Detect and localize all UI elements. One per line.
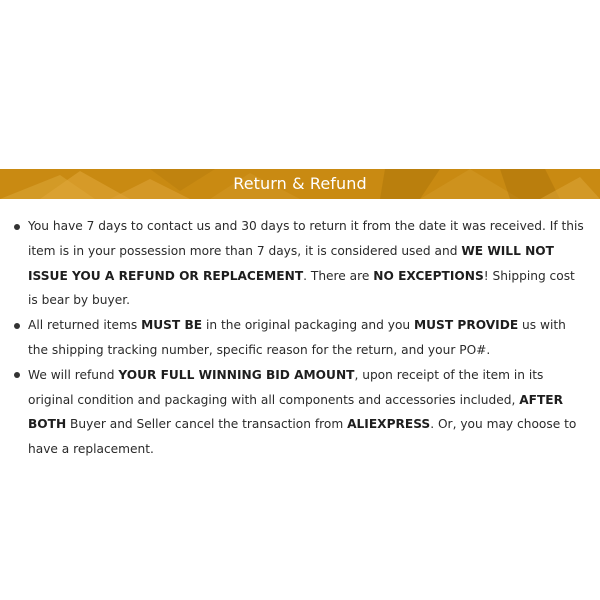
policy-emphasis: AFTER BOTH bbox=[28, 392, 564, 432]
policy-text: . Or, you may choose to have a replacement. bbox=[28, 417, 577, 457]
policy-emphasis: YOUR FULL WINNING BID AMOUNT bbox=[118, 367, 355, 382]
policy-text: ! Shipping cost is bear by buyer. bbox=[28, 268, 575, 308]
bullet-icon bbox=[14, 323, 20, 329]
policy-emphasis: MUST PROVIDE bbox=[414, 318, 519, 333]
policy-text: We will refund bbox=[28, 367, 119, 382]
policy-text: us with the shipping tracking number, specific reason for the return, and your PO#. bbox=[28, 318, 566, 357]
policy-text: Buyer and Seller cancel the transaction from bbox=[66, 417, 348, 432]
policy-text: in the original packaging and you bbox=[202, 318, 415, 333]
policy-emphasis: ALIEXPRESS bbox=[347, 417, 431, 432]
policy-emphasis: WE WILL NOT ISSUE YOU A REFUND OR REPLACEMENT bbox=[28, 243, 554, 283]
policy-item bbox=[0, 313, 600, 363]
policy-item bbox=[0, 363, 600, 462]
bullet-icon bbox=[14, 372, 20, 378]
policy-item bbox=[0, 214, 600, 313]
return-policy-list bbox=[0, 214, 600, 462]
policy-text: . There are bbox=[303, 268, 374, 283]
section-title: Return & Refund bbox=[233, 174, 367, 193]
policy-text: , upon receipt of the item in its original condition and packaging with all components and accessories included, bbox=[28, 367, 544, 407]
policy-text: All returned items bbox=[28, 318, 142, 333]
policy-emphasis: MUST BE bbox=[141, 318, 203, 333]
policy-emphasis: NO EXCEPTIONS bbox=[373, 268, 484, 283]
policy-text: You have 7 days to contact us and 30 days to return it from the date it was received. If this item is in your possession more than 7 days, it is considered used and bbox=[28, 219, 584, 258]
bullet-icon bbox=[14, 224, 20, 230]
section-banner bbox=[0, 169, 600, 199]
